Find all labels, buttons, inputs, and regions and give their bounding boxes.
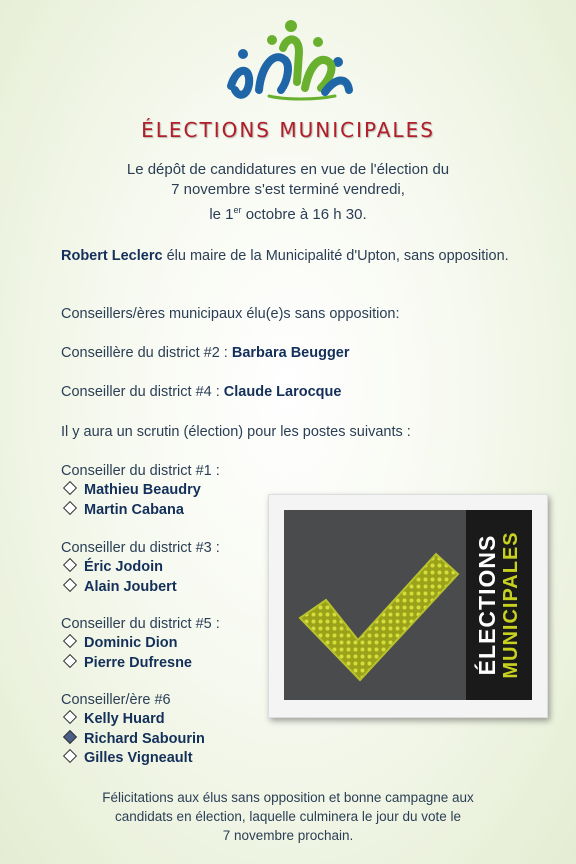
candidate: Mathieu Beaudry [61,481,516,501]
footer-line-1: Félicitations aux élus sans opposition et bonne campagne aux [102,790,474,805]
candidate: Gilles Vigneault [61,749,516,769]
municipality-logo [225,18,355,104]
diamond-bullet-icon [63,729,77,743]
councillors-intro: Conseillers/ères municipaux élu(e)s sans opposition: [61,306,400,322]
intro-line-3: le 1er octobre à 16 h 30. [209,205,367,223]
mayor-paragraph: Robert Leclerc élu maire de la Municipalité d'Upton, sans opposition. [61,248,509,264]
district-label: Conseiller du district #1 : [61,463,220,479]
candidate: Richard Sabourin [61,730,516,750]
badge-top-text: ÉLECTIONS [474,534,500,676]
badge-band [466,510,532,700]
district-label: Conseiller du district #3 : [61,540,220,556]
intro-text [60,160,516,225]
checkmark-icon [296,548,462,686]
candidate: Martin Cabana [61,501,516,521]
intro-line-1: Le dépôt de candidatures en vue de l'élection du [126,161,450,178]
diamond-bullet-icon [63,558,77,572]
diamond-bullet-icon [63,653,77,667]
diamond-bullet-icon [63,481,77,495]
district-label: Conseiller du district #5 : [61,616,220,632]
intro-line-2: 7 novembre s'est terminé vendredi, [171,181,405,198]
elected-district-4: Conseiller du district #4 : Claude Larocque [61,384,342,400]
candidate: Dominic Dion [61,634,516,654]
elected-district-2: Conseillère du district #2 : Barbara Beugger [61,345,350,361]
scrutin-intro: Il y aura un scrutin (élection) pour les postes suivants : [61,424,411,440]
candidate: Éric Jodoin [61,558,516,578]
badge-bottom-text: MUNICIPALES [500,531,522,679]
footer-line-3: 7 novembre prochain. [222,828,354,843]
district-label: Conseiller/ère #6 [61,692,171,708]
diamond-bullet-icon [63,577,77,591]
candidate: Alain Joubert [61,578,516,598]
diamond-bullet-icon [63,710,77,724]
candidate: Kelly Huard [61,710,516,730]
footer-text [60,788,516,845]
diamond-bullet-icon [63,634,77,648]
mayor-name: Robert Leclerc [61,248,163,264]
candidate: Pierre Dufresne [61,654,516,674]
page-title: ÉLECTIONS MUNICIPALES [141,118,435,142]
diamond-bullet-icon [63,749,77,763]
footer-line-2: candidats en élection, laquelle culminera le jour du vote le [115,809,461,824]
elections-badge-image [268,494,548,718]
diamond-bullet-icon [63,500,77,514]
